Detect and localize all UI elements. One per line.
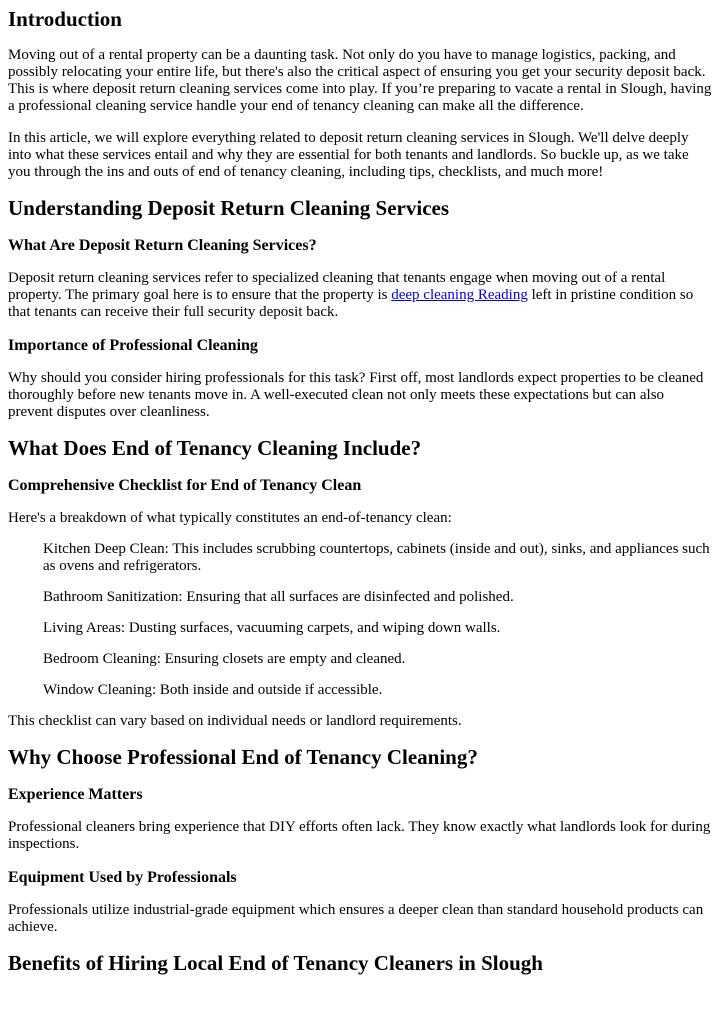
checklist-intro: Here's a breakdown of what typically constitutes an end-of-tenancy clean:: [8, 510, 452, 526]
importance-heading: Importance of Professional Cleaning: [8, 337, 258, 354]
what-are-text-after: left in pristine condition so that tenants can receive their full security deposit back.: [8, 287, 694, 320]
intro-heading: Introduction: [8, 7, 122, 31]
equipment-paragraph: Professionals utilize industrial-grade equipment which ensures a deeper clean than standard household products can achieve.: [8, 902, 704, 935]
what-are-text-before: Deposit return cleaning services refer to specialized cleaning that tenants engage when moving out of a rental property. The primary goal here is to ensure that the property is: [8, 270, 666, 303]
what-are-heading: What Are Deposit Return Cleaning Services?: [8, 237, 317, 254]
equipment-heading: Equipment Used by Professionals: [8, 869, 237, 886]
what-are-paragraph: [8, 270, 712, 321]
understanding-heading: Understanding Deposit Return Cleaning Services: [8, 196, 450, 220]
intro-paragraph-1: Moving out of a rental property can be a daunting task. Not only do you have to manage logistics, packing, and possibly relocating your entire life, but there's also the critical aspect of ensuring you get your security deposit back. This is where deposit return cleaning services come into play. If you’re preparing to vacate a rental in Slough, having a professional cleaning service handle your end of tenancy cleaning can make all the difference.: [8, 47, 712, 114]
intro-paragraph-2: In this article, we will explore everything related to deposit return cleaning services in Slough. We'll delve deeply into what these services entail and why they are essential for both tenants and landlords. So buckle up, as we take you through the ins and outs of end of tenancy cleaning, including tips, checklists, and much more!: [8, 130, 689, 180]
list-item: Bathroom Sanitization: Ensuring that all surfaces are disinfected and polished.: [43, 589, 514, 605]
importance-paragraph: Why should you consider hiring professionals for this task? First off, most landlords expect properties to be cleaned thoroughly before new tenants move in. A well-executed clean not only meets these expectations but can also prevent disputes over cleanliness.: [8, 370, 704, 420]
checklist-outro: This checklist can vary based on individual needs or landlord requirements.: [8, 713, 462, 729]
deep-cleaning-reading-link[interactable]: deep cleaning Reading: [391, 287, 528, 303]
checklist-heading: Comprehensive Checklist for End of Tenancy Clean: [8, 477, 362, 494]
include-heading: What Does End of Tenancy Cleaning Include?: [8, 436, 422, 460]
checklist: [8, 541, 712, 699]
why-heading: Why Choose Professional End of Tenancy Cleaning?: [8, 745, 478, 769]
experience-paragraph: Professional cleaners bring experience that DIY efforts often lack. They know exactly what landlords look for during inspections.: [8, 819, 711, 852]
list-item: Bedroom Cleaning: Ensuring closets are empty and cleaned.: [43, 651, 406, 667]
article: [0, 7, 720, 975]
experience-heading: Experience Matters: [8, 786, 143, 803]
list-item: Kitchen Deep Clean: This includes scrubbing countertops, cabinets (inside and out), sinks, and appliances such as ovens and refrigerators.: [43, 541, 710, 574]
list-item: Window Cleaning: Both inside and outside if accessible.: [43, 682, 383, 698]
list-item: Living Areas: Dusting surfaces, vacuuming carpets, and wiping down walls.: [43, 620, 501, 636]
benefits-heading: Benefits of Hiring Local End of Tenancy Cleaners in Slough: [8, 951, 543, 975]
